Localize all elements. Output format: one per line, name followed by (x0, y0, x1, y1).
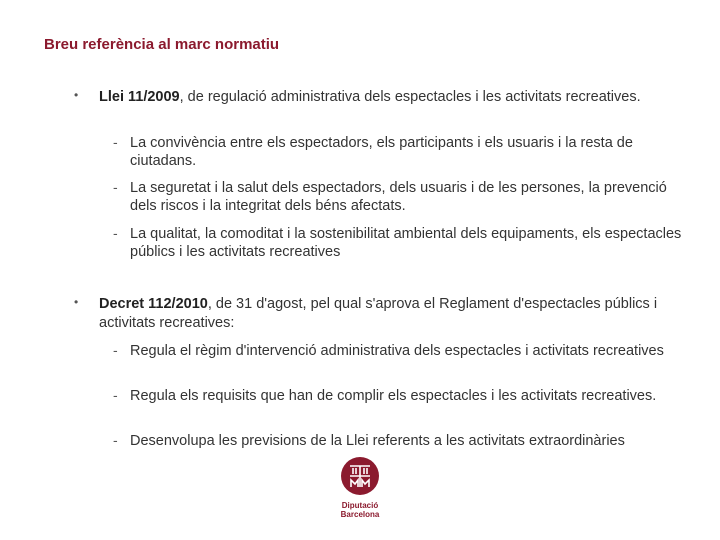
sub-list-item-text: Desenvolupa les previsions de la Llei referents a les activitats extraordinàries (130, 433, 625, 449)
dash-marker: - (113, 134, 118, 150)
law-reference: Llei 11/2009 (99, 89, 180, 105)
bullet-marker: • (74, 88, 79, 102)
list-item-text (99, 295, 674, 333)
page-title: Breu referència al marc normatiu (44, 36, 280, 53)
sub-list-item-text: La convivència entre els espectadors, els participants i els usuaris i la resta de ciutadans. (130, 135, 633, 169)
logo-text-line2: Barcelona (340, 510, 380, 519)
sub-list-item-text: Regula els requisits que han de complir els espectacles i les activitats recreatives. (130, 388, 657, 404)
dash-marker: - (113, 225, 118, 241)
law-description: , de 31 d'agost, pel qual s'aprova el Reglament d'espectacles públics i activitats recreatives: (99, 296, 658, 331)
diputacio-seal-icon (340, 456, 380, 496)
dash-marker: - (113, 179, 118, 195)
sub-list-item-text: La qualitat, la comoditat i la sostenibilitat ambiental dels equipaments, els espectacles públics i les activitats recreatives (130, 226, 682, 260)
sub-list-item-text: Regula el règim d'intervenció administrativa dels espectacles i activitats recreatives (130, 343, 664, 359)
dash-marker: - (113, 342, 118, 358)
law-description: , de regulació administrativa dels espectacles i les activitats recreatives. (179, 89, 641, 105)
dash-marker: - (113, 432, 118, 448)
sub-list-item-text: La seguretat i la salut dels espectadors, dels usuaris i de les persones, la prevenció dels riscos i la integritat dels béns afectats. (130, 180, 667, 214)
dash-marker: - (113, 387, 118, 403)
diputacio-barcelona-logo (336, 456, 384, 519)
law-reference: Decret 112/2010 (99, 296, 208, 312)
list-item-text (99, 88, 674, 107)
logo-text-line1: Diputació (341, 501, 379, 510)
bullet-marker: • (74, 295, 79, 309)
